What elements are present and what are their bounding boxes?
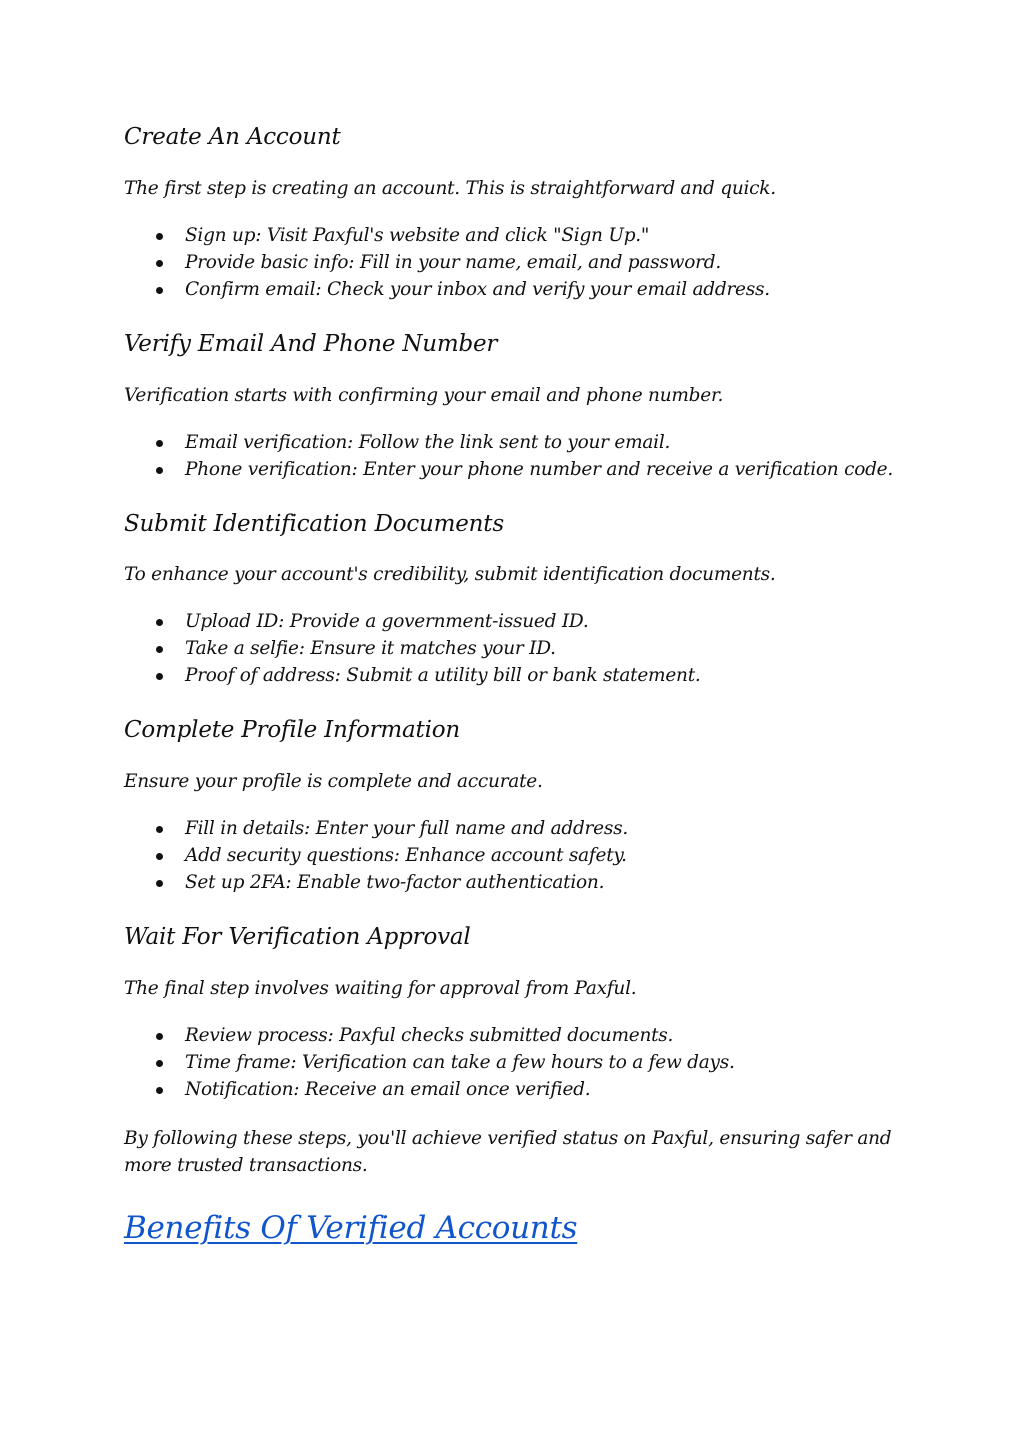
list-item [124,608,701,635]
bullet-list [124,222,770,304]
list-item-text: Review process: Paxful checks submitted documents. [185,1025,674,1046]
list-item-text: Add security questions: Enhance account safety. [185,845,627,867]
bullet-icon [156,853,163,860]
list-item [124,222,770,249]
bullet-icon [156,826,163,833]
list-item-text: Sign up: Visit Paxful's website and click "Sign Up." [185,225,650,246]
section-intro: The first step is creating an account. This is straightforward and quick. [124,178,776,199]
bullet-icon [156,260,163,267]
list-item [124,249,770,276]
list-item [124,456,893,483]
list-item-text: Fill in details: Enter your full name and address. [185,818,628,839]
bullet-icon [156,673,163,680]
section-heading-wait-for-approval: Wait For Verification Approval [124,924,471,950]
bullet-icon [156,880,163,887]
benefits-heading-link[interactable]: Benefits Of Verified Accounts [124,1210,578,1246]
bullet-icon [156,619,163,626]
list-item-text: Set up 2FA: Enable two-factor authentication. [185,872,605,894]
closing-paragraph: By following these steps, you'll achieve verified status on Paxful, ensuring safer and more trusted transactions. [124,1128,892,1176]
list-item-text: Confirm email: Check your inbox and verify your email address. [185,279,770,301]
bullet-icon [156,440,163,447]
list-item [124,429,893,456]
bullet-icon [156,467,163,474]
list-item-text: Proof of address: Submit a utility bill or bank statement. [185,665,701,687]
bullet-list [124,815,628,897]
list-item [124,1049,735,1076]
bullet-icon [156,1060,163,1067]
bullet-icon [156,287,163,294]
bullet-icon [156,1033,163,1040]
bullet-list [124,429,893,483]
section-intro: Ensure your profile is complete and accurate. [124,771,543,792]
list-item-text: Email verification: Follow the link sent to your email. [185,432,671,453]
list-item-text: Time frame: Verification can take a few hours to a few days. [185,1052,735,1074]
list-item-text: Notification: Receive an email once verified. [185,1079,591,1101]
list-item [124,815,628,842]
list-item [124,842,628,869]
section-intro: To enhance your account's credibility, submit identification documents. [124,564,776,585]
list-item-text: Take a selfie: Ensure it matches your ID. [185,638,556,660]
section-heading-verify-email-phone: Verify Email And Phone Number [124,331,498,357]
bullet-icon [156,233,163,240]
section-intro: The final step involves waiting for approval from Paxful. [124,978,637,999]
section-intro: Verification starts with confirming your email and phone number. [124,385,724,406]
list-item [124,1076,735,1103]
list-item-text: Phone verification: Enter your phone number and receive a verification code. [185,459,894,481]
section-heading-complete-profile: Complete Profile Information [124,717,461,743]
section-heading-create-account: Create An Account [124,124,341,150]
list-item [124,1022,735,1049]
bullet-icon [156,1087,163,1094]
section-heading-submit-id-documents: Submit Identification Documents [124,511,504,537]
list-item [124,869,628,896]
list-item-text: Upload ID: Provide a government-issued ID. [185,611,589,632]
list-item [124,276,770,303]
list-item [124,635,701,662]
bullet-icon [156,646,163,653]
bullet-list [124,608,701,690]
list-item-text: Provide basic info: Fill in your name, email, and password. [185,252,721,274]
bullet-list [124,1022,735,1104]
list-item [124,662,701,689]
